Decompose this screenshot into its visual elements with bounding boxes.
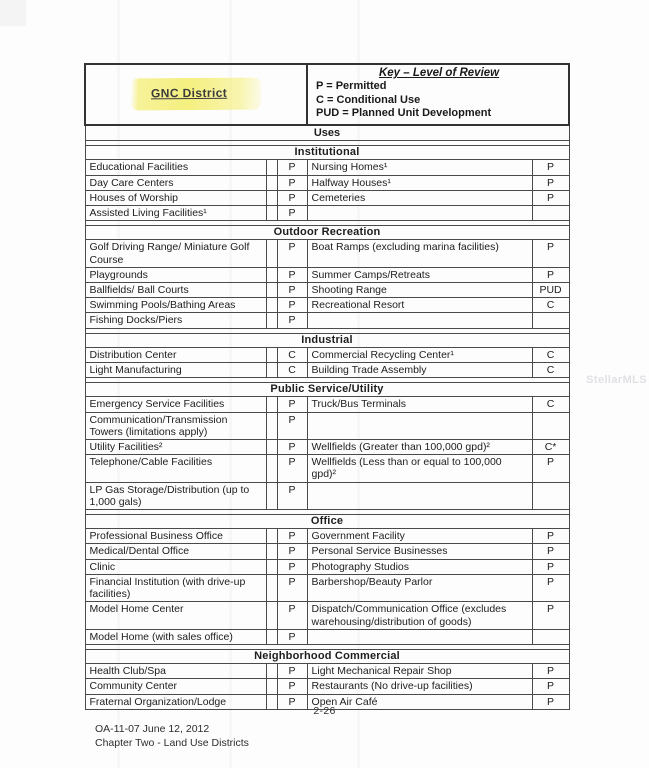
- use-label: Government Facility: [307, 529, 532, 544]
- key-item-pud: PUD = Planned Unit Development: [316, 107, 492, 120]
- land-use-review-table: [84, 63, 570, 710]
- review-level: P: [532, 694, 569, 709]
- section-header: Neighborhood Commercial: [85, 649, 569, 663]
- use-label: Cemeteries: [307, 190, 532, 205]
- column-spacer: [266, 190, 277, 205]
- table-row: [85, 679, 569, 694]
- review-level: P: [532, 664, 569, 679]
- review-level: P: [277, 629, 307, 644]
- table-row: [85, 267, 569, 282]
- review-level: P: [532, 559, 569, 574]
- column-spacer: [266, 240, 277, 267]
- review-level: P: [277, 160, 307, 175]
- use-label: Light Manufacturing: [85, 363, 266, 378]
- section-header-row: [85, 333, 569, 347]
- district-title-cell: [85, 64, 307, 125]
- column-spacer: [266, 679, 277, 694]
- use-label: [307, 482, 532, 509]
- column-spacer: [266, 574, 277, 601]
- review-level: P: [532, 544, 569, 559]
- review-level: P: [277, 544, 307, 559]
- column-spacer: [266, 482, 277, 509]
- use-label: Fishing Docks/Piers: [85, 313, 266, 328]
- use-label: [307, 412, 532, 439]
- review-level: P: [277, 664, 307, 679]
- review-level: P: [277, 455, 307, 482]
- use-label: Distribution Center: [85, 347, 266, 362]
- review-level: P: [277, 283, 307, 298]
- review-level: P: [277, 574, 307, 601]
- use-label: [307, 629, 532, 644]
- review-level: C: [532, 397, 569, 412]
- section-header: Office: [85, 515, 569, 529]
- section-header-row: [85, 146, 569, 160]
- table-row: [85, 240, 569, 267]
- table-row: [85, 455, 569, 482]
- footer-ordinance-line: OA-11-07 June 12, 2012: [95, 723, 210, 735]
- use-label: Photography Studios: [307, 559, 532, 574]
- use-label: Educational Facilities: [85, 160, 266, 175]
- table-row: [85, 363, 569, 378]
- review-level: P: [532, 240, 569, 267]
- key-title: Key – Level of Review: [378, 67, 500, 79]
- section-header-row: [85, 515, 569, 529]
- review-level: P: [277, 482, 307, 509]
- section-header-row: [85, 649, 569, 663]
- section-header: Outdoor Recreation: [85, 226, 569, 240]
- use-label: Open Air Café: [307, 694, 532, 709]
- column-spacer: [266, 283, 277, 298]
- review-level: C: [532, 363, 569, 378]
- review-level: P: [277, 206, 307, 221]
- review-level: P: [277, 240, 307, 267]
- column-spacer: [266, 397, 277, 412]
- table-row: [85, 602, 569, 629]
- review-level: C*: [532, 440, 569, 455]
- review-level: C: [532, 347, 569, 362]
- use-label: Ballfields/ Ball Courts: [85, 283, 266, 298]
- scan-artifact-smudge: [0, 0, 26, 26]
- review-level: C: [532, 298, 569, 313]
- use-label: Community Center: [85, 679, 266, 694]
- use-label: Financial Institution (with drive-up facilities): [85, 574, 266, 601]
- table-row: [85, 440, 569, 455]
- use-label: Telephone/Cable Facilities: [85, 455, 266, 482]
- use-label: [307, 313, 532, 328]
- table-row: [85, 283, 569, 298]
- use-label: Summer Camps/Retreats: [307, 267, 532, 282]
- column-spacer: [266, 529, 277, 544]
- review-level: [532, 482, 569, 509]
- use-label: Model Home Center: [85, 602, 266, 629]
- column-spacer: [266, 298, 277, 313]
- uses-header-row: [85, 125, 569, 141]
- section-header: Institutional: [85, 146, 569, 160]
- review-level: [532, 412, 569, 439]
- use-label: Playgrounds: [85, 267, 266, 282]
- column-spacer: [266, 455, 277, 482]
- table-row: [85, 397, 569, 412]
- key-item-conditional: C = Conditional Use: [316, 93, 421, 106]
- district-title: GNC District: [151, 86, 228, 101]
- review-level: P: [532, 175, 569, 190]
- use-label: Health Club/Spa: [85, 664, 266, 679]
- review-level: P: [277, 313, 307, 328]
- column-spacer: [266, 544, 277, 559]
- review-level: [532, 629, 569, 644]
- table-row: [85, 544, 569, 559]
- use-label: Medical/Dental Office: [85, 544, 266, 559]
- review-level: P: [277, 559, 307, 574]
- column-spacer: [266, 559, 277, 574]
- footer-chapter-line: Chapter Two - Land Use Districts: [95, 736, 249, 749]
- table-row: [85, 482, 569, 509]
- section-header: Public Service/Utility: [85, 383, 569, 397]
- review-level: P: [277, 440, 307, 455]
- table-row: [85, 629, 569, 644]
- use-label: Recreational Resort: [307, 298, 532, 313]
- use-label: Swimming Pools/Bathing Areas: [85, 298, 266, 313]
- use-label: Boat Ramps (excluding marina facilities): [307, 240, 532, 267]
- uses-header: Uses: [85, 125, 569, 141]
- use-label: Wellfields (Greater than 100,000 gpd)²: [307, 440, 532, 455]
- use-label: Barbershop/Beauty Parlor: [307, 574, 532, 601]
- column-spacer: [266, 347, 277, 362]
- uses-table-body: [85, 64, 569, 709]
- use-label: Wellfields (Less than or equal to 100,000 gpd)²: [307, 455, 532, 482]
- section-header-row: [85, 226, 569, 240]
- use-label: [307, 206, 532, 221]
- use-label: Shooting Range: [307, 283, 532, 298]
- use-label: Restaurants (No drive-up facilities): [307, 679, 532, 694]
- review-level: [532, 206, 569, 221]
- use-label: Light Mechanical Repair Shop: [307, 664, 532, 679]
- table-row: [85, 559, 569, 574]
- column-spacer: [266, 440, 277, 455]
- key-item-permitted: P = Permitted: [316, 80, 387, 93]
- review-level: C: [277, 363, 307, 378]
- table-row: [85, 313, 569, 328]
- review-level: P: [532, 267, 569, 282]
- review-level: C: [277, 347, 307, 362]
- table-header-row: [85, 64, 569, 125]
- use-label: Building Trade Assembly: [307, 363, 532, 378]
- page-number: 2-26: [313, 705, 336, 717]
- review-level: P: [277, 298, 307, 313]
- review-level: P: [277, 397, 307, 412]
- column-spacer: [266, 602, 277, 629]
- column-spacer: [266, 363, 277, 378]
- review-level: P: [277, 679, 307, 694]
- table-row: [85, 529, 569, 544]
- review-key-cell: [307, 64, 569, 125]
- column-spacer: [266, 267, 277, 282]
- review-level: P: [277, 267, 307, 282]
- table-row: [85, 206, 569, 221]
- review-level: P: [277, 529, 307, 544]
- table-row: [85, 347, 569, 362]
- table-row: [85, 175, 569, 190]
- watermark: StellarMLS: [586, 374, 647, 386]
- review-level: PUD: [532, 283, 569, 298]
- use-label: Clinic: [85, 559, 266, 574]
- column-spacer: [266, 206, 277, 221]
- table-row: [85, 412, 569, 439]
- use-label: Dispatch/Communication Office (excludes warehousing/distribution of goods): [307, 602, 532, 629]
- use-label: Nursing Homes¹: [307, 160, 532, 175]
- use-label: Truck/Bus Terminals: [307, 397, 532, 412]
- column-spacer: [266, 412, 277, 439]
- review-level: P: [532, 574, 569, 601]
- review-level: P: [277, 175, 307, 190]
- use-label: Commercial Recycling Center¹: [307, 347, 532, 362]
- use-label: Model Home (with sales office): [85, 629, 266, 644]
- column-spacer: [266, 664, 277, 679]
- use-label: Personal Service Businesses: [307, 544, 532, 559]
- use-label: Utility Facilities²: [85, 440, 266, 455]
- use-label: LP Gas Storage/Distribution (up to 1,000 gals): [85, 482, 266, 509]
- table-row: [85, 664, 569, 679]
- use-label: Assisted Living Facilities¹: [85, 206, 266, 221]
- column-spacer: [266, 629, 277, 644]
- column-spacer: [266, 160, 277, 175]
- use-label: Professional Business Office: [85, 529, 266, 544]
- column-spacer: [266, 313, 277, 328]
- use-label: Golf Driving Range/ Miniature Golf Course: [85, 240, 266, 267]
- table-row: [85, 298, 569, 313]
- section-header-row: [85, 383, 569, 397]
- review-level: P: [532, 529, 569, 544]
- table-row: [85, 160, 569, 175]
- review-level: P: [532, 160, 569, 175]
- highlighter-mark: [131, 78, 261, 111]
- review-level: P: [277, 694, 307, 709]
- footer-note: [95, 723, 249, 750]
- section-header: Industrial: [85, 333, 569, 347]
- review-level: P: [277, 412, 307, 439]
- use-label: Communication/Transmission Towers (limitations apply): [85, 412, 266, 439]
- use-label: Emergency Service Facilities: [85, 397, 266, 412]
- review-level: P: [532, 679, 569, 694]
- table-row: [85, 574, 569, 601]
- review-level: [532, 313, 569, 328]
- review-level: P: [532, 455, 569, 482]
- review-level: P: [532, 190, 569, 205]
- table-row: [85, 190, 569, 205]
- use-label: Houses of Worship: [85, 190, 266, 205]
- use-label: Halfway Houses¹: [307, 175, 532, 190]
- review-level: P: [277, 602, 307, 629]
- column-spacer: [266, 175, 277, 190]
- review-level: P: [532, 602, 569, 629]
- review-level: P: [277, 190, 307, 205]
- use-label: Day Care Centers: [85, 175, 266, 190]
- use-label: Fraternal Organization/Lodge: [85, 694, 266, 709]
